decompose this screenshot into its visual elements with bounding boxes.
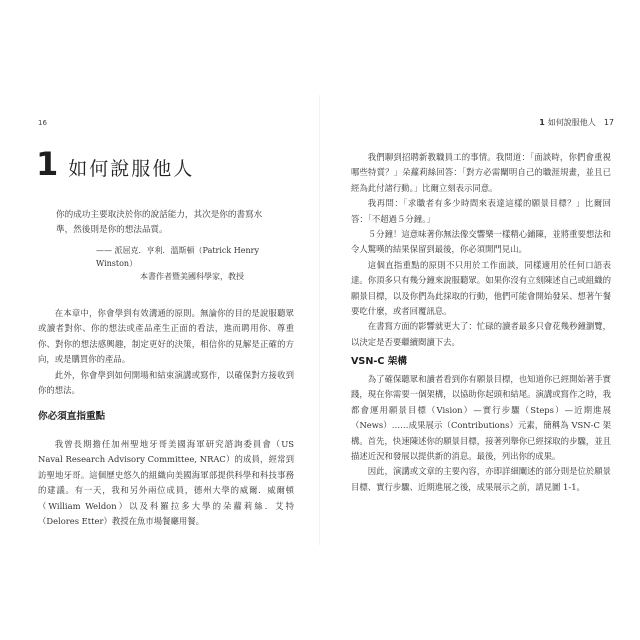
paragraph: ５分鐘！這意味著你無法像交響樂一樣精心鋪陳，並將重要想法和令人驚嘆的結果保留到最後，你必須開門見山。 <box>351 229 611 255</box>
epigraph <box>56 208 276 238</box>
paragraph: 為了確保聽眾和讀者看到你有願景目標，也知道你已經開始著手實踐，現在你需要一個架構，以協助你起頭和結尾。演講或寫作之時，我都會運用願景目標（Vision）—實行步驟（Steps）—近期進展（News）……成果展示（Contributions）元素，簡稱為 VSN-C 架構。首先，快速陳述你的願景目標，接著列舉你已經採取的步驟，並且描述近況和發展以提供新的消息。最後，列出你的成果。 <box>351 374 611 462</box>
attribution-name: —— 派屈克．亨利．溫斯頓（Patrick Henry Winston） <box>96 246 260 268</box>
running-head <box>539 117 614 128</box>
paragraph: 這個直指重點的原則不只用於工作面談，同樣適用於任何口語表達。你頂多只有幾分鐘來說服聽眾。如果你沒有立刻陳述自己或組織的願景目標，以及你們為此採取的行動，他們可能會開始發呆、想著午餐要吃什麼，或者回覆訊息。 <box>351 259 611 317</box>
intro-text <box>38 306 294 398</box>
paragraph: 在本章中，你會學到有效溝通的原則。無論你的目的是說服聽眾或讀者對你、你的想法或產品產生正面的看法，進而聘用你、尊重你、對你的想法感興趣，制定更好的決策，相信你的見解是正確的方向，或是購買你的產品。 <box>38 308 294 365</box>
section-heading-vsn-c: VSN-C 架構 <box>351 356 407 367</box>
running-head-title: 如何說服他人 <box>547 118 596 127</box>
right-page <box>320 0 640 640</box>
running-head-chapter-number: 1 <box>539 118 545 127</box>
section-heading-get-to-point: 你必須直指重點 <box>38 411 106 422</box>
epigraph-attribution <box>96 244 296 283</box>
section-text <box>38 437 294 529</box>
paragraph: 因此，演講或文章的主要內容，亦即詳細闡述的部分則是位於願景目標、實行步驟、近期進展之後，成果展示之前，請見圖 1-1。 <box>351 466 611 492</box>
paragraph: 我曾長期擔任加州聖地牙哥美國海軍研究諮詢委員會（US Naval Research Advisory Committee, NRAC）的成員，經常到訪聖地牙哥。這個歷史悠久的組織向美國海軍部提供科學和科技事務的建議。有一天，我和另外兩位成員，德州大學的威爾．威爾頓（William Weldon）以及科羅拉多大學的朵蘿莉絲．艾特（Delores Etter）教授在魚市場餐廳用餐。 <box>38 439 294 527</box>
chapter-title: 如何說服他人 <box>68 158 195 180</box>
vsn-c-text <box>351 372 611 495</box>
chapter-number: 1 <box>36 145 59 183</box>
paragraph: 此外，你會學到如何開場和結束演講或寫作，以確保對方接收到你的想法。 <box>38 369 294 396</box>
attribution-credentials: 本書作者暨美國科學家，教授 <box>140 272 244 281</box>
paragraph: 我再問：「求職者有多少時間來表達這樣的願景目標？」比爾回答：「不超過５分鐘。」 <box>351 198 611 224</box>
epigraph-text: 你的成功主要取決於你的說話能力，其次是你的書寫水準，然後則是你的想法品質。 <box>56 210 263 235</box>
paragraph: 我們聊到招聘新教職員工的事情。我問道：「面談時，你們會重視哪些特質？」朵蘿莉絲回答：「對方必需闡明自己的職涯規畫，並且已經為此付諸行動。」比爾立刻表示同意。 <box>351 152 611 193</box>
right-body-text <box>351 150 611 350</box>
paragraph: 在書寫方面的影響就更大了：忙碌的讀者最多只會花幾秒鐘瀏覽，以決定是否要繼續閱讀下去。 <box>351 321 611 347</box>
page-number-right: 17 <box>603 118 614 127</box>
chapter-heading <box>36 145 195 183</box>
page-number-left: 16 <box>38 119 47 127</box>
